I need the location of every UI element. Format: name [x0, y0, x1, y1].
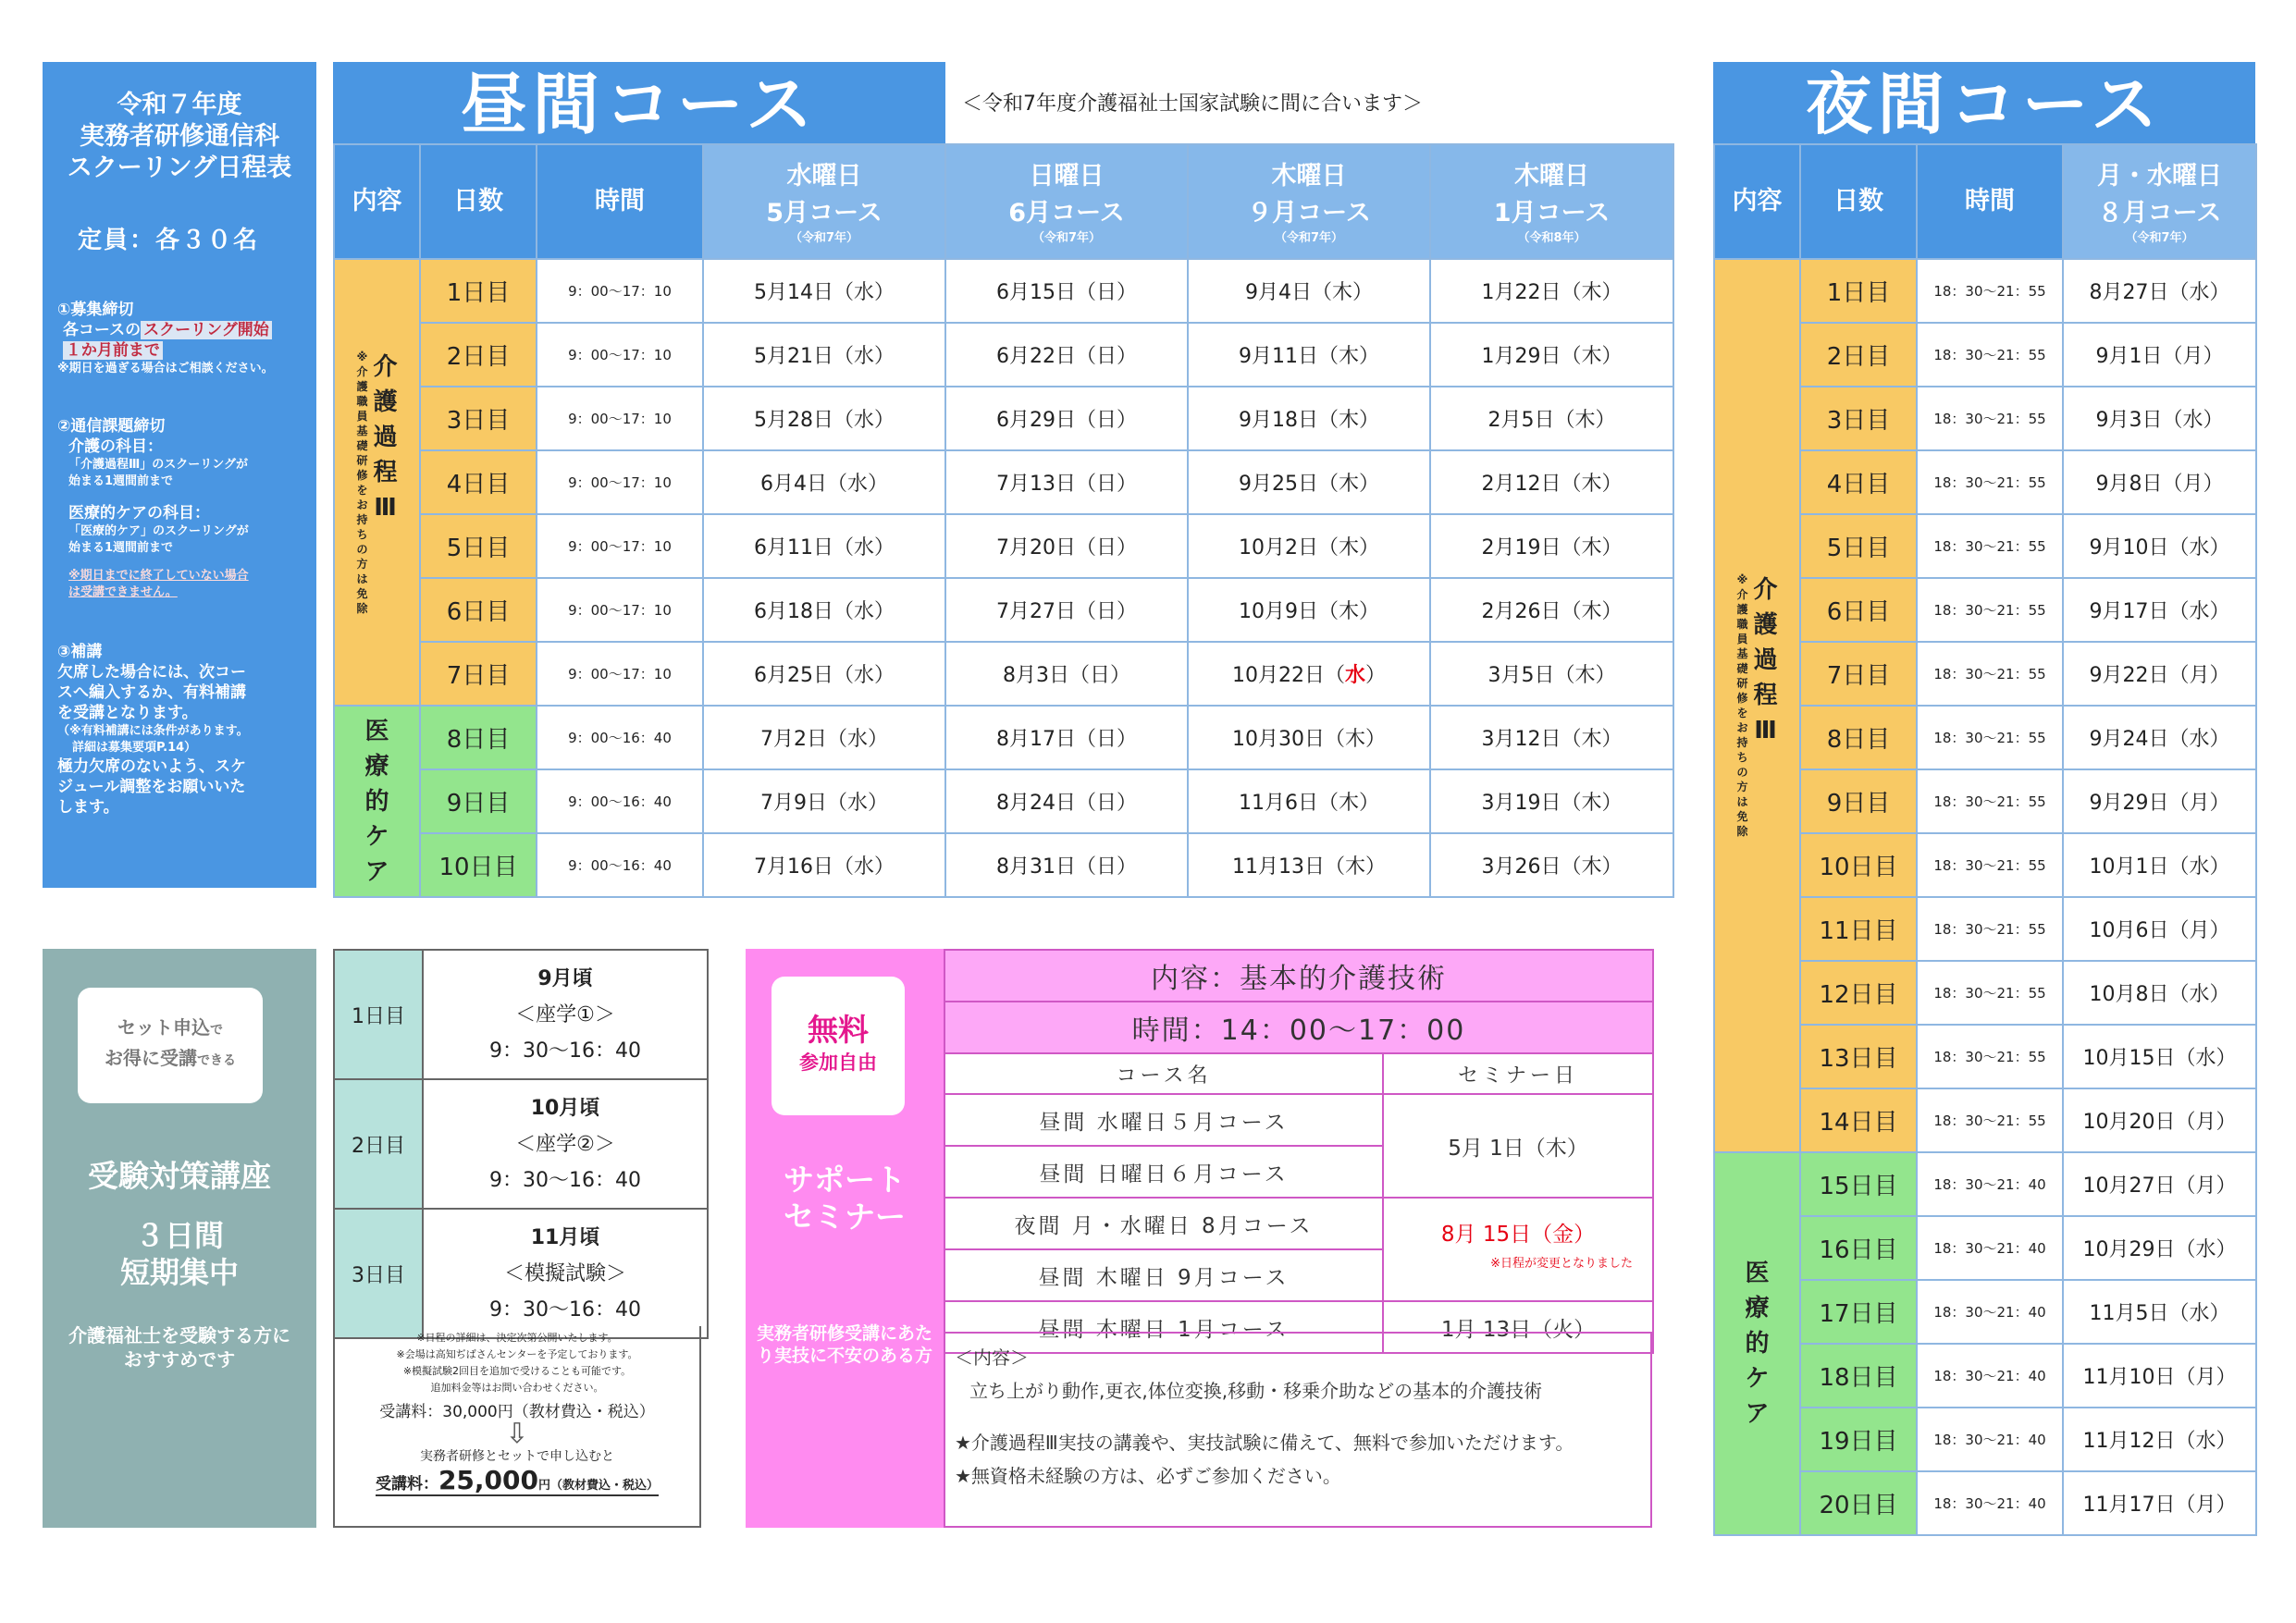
day-cell: 6日目 — [420, 578, 537, 642]
date-cell: 8月31日（日） — [945, 833, 1188, 897]
text: 「医療的ケア」のスクーリングが — [68, 524, 249, 538]
date-cell: 7月20日（日） — [945, 514, 1188, 578]
group-label: 介護過程Ⅲ — [373, 352, 398, 522]
time-cell: 18：30～21：55 — [1917, 514, 2063, 578]
text: 各コースの — [62, 321, 142, 339]
day-cell: 3日目 — [420, 387, 537, 450]
text: 10月22日（ — [1231, 664, 1345, 687]
night-course-table — [1713, 143, 2257, 1536]
what: ＜模擬試験＞ — [503, 1261, 626, 1285]
text: サポート — [784, 1162, 906, 1198]
date-cell: 2月19日（木） — [1430, 514, 1673, 578]
exam-target — [43, 1323, 316, 1371]
time-cell: 9：00～17：10 — [537, 578, 703, 642]
table-row — [334, 1079, 708, 1209]
day-cell: 10日目 — [1800, 833, 1917, 897]
course-dow: 木曜日 — [1514, 162, 1589, 191]
course-name: 昼間 日曜日６月コース — [944, 1146, 1383, 1198]
text: お得に受講 — [105, 1047, 197, 1069]
desc-line: ★無資格未経験の方は、必ずご参加ください。 — [955, 1465, 1341, 1487]
time-cell: 18：30～21：55 — [1917, 961, 2063, 1025]
day-cell: 9日目 — [1800, 769, 1917, 833]
col-nissu: 日数 — [420, 144, 537, 259]
date-cell: 8月17日（日） — [945, 706, 1188, 769]
day-cell: 19日目 — [1800, 1408, 1917, 1471]
date-cell: 7月16日（水） — [703, 833, 945, 897]
desc-line: ★介護過程Ⅲ実技の講義や、実技試験に備えて、無料で参加いただけます。 — [955, 1432, 1574, 1454]
day-cell: 17日目 — [1800, 1280, 1917, 1344]
date-cell: 2月5日（木） — [1430, 387, 1673, 450]
free-badge — [772, 977, 905, 1115]
text: 無料 — [808, 1012, 869, 1048]
table-row — [334, 259, 1673, 323]
text: 始まる1週間前まで — [68, 541, 174, 555]
day-cell: 2日目 — [420, 323, 537, 387]
what: ＜座学①＞ — [515, 1002, 615, 1027]
warning: ※期日までに終了していない場合 — [68, 569, 249, 583]
title-line: スクーリング日程表 — [67, 154, 292, 182]
date-cell: 7月27日（日） — [945, 578, 1188, 642]
session-cell — [423, 1209, 708, 1338]
section-heading: ①募集締切 — [57, 301, 134, 319]
day-label: 2日目 — [334, 1079, 423, 1209]
text: 始まる1週間前まで — [68, 474, 174, 488]
date-cell: 5月14日（水） — [703, 259, 945, 323]
time: 9：30～16：40 — [489, 1297, 641, 1322]
date-cell: 10月27日（月） — [2063, 1152, 2256, 1216]
course-name: 6月コース — [1008, 199, 1125, 227]
warning: は受講できません。 — [68, 585, 178, 599]
text: セット申込 — [117, 1016, 210, 1039]
note: ※日程の詳細は、決定次第公開いたします。 — [416, 1332, 618, 1344]
what: ＜座学②＞ — [515, 1132, 615, 1156]
seminar-date: 5月 1日（木） — [1383, 1094, 1653, 1198]
date-cell: 11月6日（木） — [1188, 769, 1430, 833]
day-cell: 2日目 — [1800, 323, 1917, 387]
exemption-note: ※介護職員基礎研修をお持ちの方は免除 — [356, 350, 368, 615]
date-cell: 9月29日（月） — [2063, 769, 2256, 833]
table-row — [334, 706, 1673, 769]
text: ３日間 — [134, 1218, 224, 1253]
course-era: （令和7年） — [1274, 231, 1344, 245]
time: 9：30～16：40 — [489, 1168, 641, 1192]
day-cell: 16日目 — [1800, 1216, 1917, 1280]
session-cell — [423, 950, 708, 1079]
course-name: 5月コース — [766, 199, 883, 227]
support-seminar-panel — [746, 949, 944, 1528]
date-cell: 10月30日（木） — [1188, 706, 1430, 769]
group-kaigo — [1714, 259, 1800, 1152]
time-cell: 9：00～17：10 — [537, 387, 703, 450]
course-name: ９月コース — [1247, 199, 1371, 227]
group-label: 医療的ケア — [1745, 1260, 1770, 1428]
set-note: 実務者研修とセットで申し込むと — [420, 1449, 614, 1464]
seminar-description — [944, 1332, 1652, 1528]
exam-days — [43, 1217, 316, 1291]
day-cell: 18日目 — [1800, 1344, 1917, 1408]
date-cell: 7月9日（水） — [703, 769, 945, 833]
time-cell: 18：30～21：55 — [1917, 259, 2063, 323]
text: できる — [197, 1053, 236, 1068]
table-row — [334, 769, 1673, 833]
text: セミナー — [784, 1199, 906, 1235]
time-cell: 9：00～17：10 — [537, 642, 703, 706]
date-cell: 2月26日（木） — [1430, 578, 1673, 642]
col-course-aug — [2063, 144, 2256, 259]
note: （※有料補講には条件があります。 — [57, 724, 249, 738]
time: 9：30～16：40 — [489, 1039, 641, 1063]
time-cell: 18：30～21：40 — [1917, 1344, 2063, 1408]
date-cell: 9月25日（木） — [1188, 450, 1430, 514]
date-cell: 11月10日（月） — [2063, 1344, 2256, 1408]
date-cell: 10月9日（木） — [1188, 578, 1430, 642]
course-era: （令和8年） — [1517, 231, 1586, 245]
info-panel — [43, 62, 316, 888]
date-cell: 5月21日（水） — [703, 323, 945, 387]
course-dow: 日曜日 — [1029, 162, 1105, 191]
course-name: 昼間 木曜日 1月コース — [944, 1301, 1383, 1353]
time-cell: 9：00～17：10 — [537, 514, 703, 578]
time-cell: 18：30～21：55 — [1917, 1025, 2063, 1088]
day-cell: 7日目 — [1800, 642, 1917, 706]
seminar-time: 時間：14：00～17：00 — [944, 1002, 1653, 1053]
date-cell: 8月3日（日） — [945, 642, 1188, 706]
table-row — [334, 450, 1673, 514]
day-label: 1日目 — [334, 950, 423, 1079]
date-cell: 9月10日（水） — [2063, 514, 2256, 578]
date-cell: 10月15日（水） — [2063, 1025, 2256, 1088]
col-jikan: 時間 — [537, 144, 703, 259]
text: 介護福祉士を受験する方に — [68, 1324, 290, 1346]
date-cell: 7月2日（水） — [703, 706, 945, 769]
exam-title: 受験対策講座 — [88, 1158, 271, 1194]
course-name: 昼間 木曜日 9月コース — [944, 1249, 1383, 1301]
day-cell: 3日目 — [1800, 387, 1917, 450]
text: を受講となります。 — [57, 704, 198, 722]
date-cell: 8月24日（日） — [945, 769, 1188, 833]
text: 医療的ケアの科目： — [68, 504, 210, 523]
seminar-table — [944, 949, 1654, 1354]
table-row — [334, 833, 1673, 897]
day-course-note: ＜令和7年度介護福祉士国家試験に間に合います＞ — [962, 92, 1423, 116]
time-cell: 18：30～21：55 — [1917, 450, 2063, 514]
date-cell: 9月24日（水） — [2063, 706, 2256, 769]
day-cell: 15日目 — [1800, 1152, 1917, 1216]
note: 追加料金等はお問い合わせください。 — [430, 1382, 604, 1394]
date-cell: 9月3日（水） — [2063, 387, 2256, 450]
text: 8月 15日（金） — [1440, 1223, 1596, 1247]
day-cell: 8日目 — [1800, 706, 1917, 769]
time-cell: 18：30～21：40 — [1917, 1471, 2063, 1535]
table-row — [334, 950, 708, 1079]
makeup-section — [57, 642, 302, 818]
note: ※模擬試験2回目を追加で受けることも可能です。 — [402, 1365, 632, 1377]
date-cell: 11月5日（水） — [2063, 1280, 2256, 1344]
text: 「介護過程Ⅲ」のスクーリングが — [68, 458, 249, 472]
time-cell: 18：30～21：55 — [1917, 1088, 2063, 1152]
text: 参加自由 — [799, 1051, 877, 1074]
date-cell: 2月12日（木） — [1430, 450, 1673, 514]
note: 詳細は募集要項P.14） — [72, 741, 197, 755]
table-row — [334, 642, 1673, 706]
highlight: スクーリング開始 — [141, 321, 272, 339]
course-dow: 木曜日 — [1271, 162, 1347, 191]
course-name: 夜間 月・水曜日 8月コース — [944, 1198, 1383, 1249]
day-cell: 8日目 — [420, 706, 537, 769]
time-cell: 9：00～16：40 — [537, 706, 703, 769]
date-cell: 10月8日（水） — [2063, 961, 2256, 1025]
time-cell: 18：30～21：40 — [1917, 1216, 2063, 1280]
change-note: ※日程が変更となりました — [1490, 1257, 1633, 1271]
date-cell: 10月2日（木） — [1188, 514, 1430, 578]
changed-weekday: 水 — [1344, 664, 1365, 687]
assignment-section — [57, 416, 302, 601]
deadline-line — [57, 320, 302, 340]
time-cell: 18：30～21：40 — [1917, 1408, 2063, 1471]
day-cell: 9日目 — [420, 769, 537, 833]
date-cell: 6月22日（日） — [945, 323, 1188, 387]
text: 短期集中 — [119, 1255, 239, 1290]
date-cell: 3月5日（木） — [1430, 642, 1673, 706]
date-cell: 6月11日（水） — [703, 514, 945, 578]
time-cell: 18：30～21：55 — [1917, 769, 2063, 833]
day-cell: 6日目 — [1800, 578, 1917, 642]
text: 円（教材費込・税込） — [538, 1479, 660, 1493]
day-cell: 13日目 — [1800, 1025, 1917, 1088]
seminar-date-changed — [1383, 1198, 1653, 1301]
text: 介護の科目： — [68, 437, 163, 456]
date-cell: 5月28日（水） — [703, 387, 945, 450]
exam-badge — [78, 988, 263, 1103]
time-cell: 18：30～21：40 — [1917, 1152, 2063, 1216]
col-course-may — [703, 144, 945, 259]
date-cell: 3月12日（木） — [1430, 706, 1673, 769]
col-course-jan — [1430, 144, 1673, 259]
time-cell: 18：30～21：55 — [1917, 323, 2063, 387]
date-cell: 9月11日（木） — [1188, 323, 1430, 387]
col-seminar-date: セミナー日 — [1383, 1053, 1653, 1094]
date-cell: 10月6日（月） — [2063, 897, 2256, 961]
date-cell: 6月15日（日） — [945, 259, 1188, 323]
table-row — [944, 1053, 1653, 1094]
note: ※会場は高知ぢばさんセンターを予定しております。 — [396, 1348, 638, 1360]
date-cell: 6月25日（水） — [703, 642, 945, 706]
table-row — [334, 387, 1673, 450]
day-cell: 10日目 — [420, 833, 537, 897]
deadline-section — [57, 300, 302, 377]
table-row — [334, 514, 1673, 578]
course-era: （令和7年） — [789, 231, 859, 245]
text: 受講料： — [375, 1475, 438, 1494]
text: 極力欠席のないよう、スケ — [57, 757, 246, 776]
group-iryo — [334, 706, 420, 897]
course-name: 昼間 水曜日５月コース — [944, 1094, 1383, 1146]
date-cell: 9月4日（木） — [1188, 259, 1430, 323]
date-cell: 10月1日（水） — [2063, 833, 2256, 897]
section-heading: ③補講 — [57, 643, 103, 661]
set-fee — [375, 1465, 660, 1496]
section-heading: ②通信課題締切 — [57, 417, 166, 436]
day-cell: 5日目 — [1800, 514, 1917, 578]
date-cell: 6月18日（水） — [703, 578, 945, 642]
support-target: 実務者研修受講にあたり実技に不安のある方 — [756, 1323, 932, 1366]
time-cell: 9：00～16：40 — [537, 769, 703, 833]
note: ※期日を過ぎる場合はご相談ください。 — [57, 362, 274, 375]
time-cell: 18：30～21：55 — [1917, 706, 2063, 769]
table-row — [944, 1002, 1653, 1053]
time-cell: 18：30～21：55 — [1917, 897, 2063, 961]
date-cell: 9月8日（月） — [2063, 450, 2256, 514]
group-label: 介護過程Ⅲ — [1753, 576, 1778, 744]
date-cell: 6月29日（日） — [945, 387, 1188, 450]
exam-schedule-table — [333, 949, 709, 1339]
day-cell: 12日目 — [1800, 961, 1917, 1025]
date-cell: 10月20日（月） — [2063, 1088, 2256, 1152]
date-cell: 11月12日（水） — [2063, 1408, 2256, 1471]
date-cell: 10月29日（水） — [2063, 1216, 2256, 1280]
day-cell: 1日目 — [1800, 259, 1917, 323]
table-row — [944, 1198, 1653, 1249]
table-header-row — [1714, 144, 2256, 259]
day-course-table — [333, 143, 1674, 898]
exam-fee-box — [333, 1326, 701, 1528]
time-cell: 9：00～17：10 — [537, 323, 703, 387]
date-cell: 9月22日（月） — [2063, 642, 2256, 706]
table-row — [334, 578, 1673, 642]
seminar-date: 1月 13日（火） — [1383, 1301, 1653, 1353]
date-cell: 1月22日（木） — [1430, 259, 1673, 323]
table-row — [944, 1094, 1653, 1146]
date-cell: 8月27日（水） — [2063, 259, 2256, 323]
text: で — [210, 1023, 223, 1038]
day-cell: 20日目 — [1800, 1471, 1917, 1535]
day-cell: 7日目 — [420, 642, 537, 706]
when: 11月頃 — [530, 1225, 600, 1249]
support-title — [746, 1162, 944, 1236]
date-cell: 1月29日（木） — [1430, 323, 1673, 387]
text: します。 — [57, 798, 119, 817]
col-naiyo: 内容 — [1714, 144, 1800, 259]
table-row — [334, 323, 1673, 387]
desc-heading: ＜内容＞ — [955, 1346, 1029, 1369]
day-label: 3日目 — [334, 1209, 423, 1338]
table-row — [1714, 259, 2256, 323]
col-course-sep — [1188, 144, 1430, 259]
date-cell: 3月26日（木） — [1430, 833, 1673, 897]
when: 9月頃 — [537, 966, 593, 990]
day-cell: 5日目 — [420, 514, 537, 578]
group-iryo — [1714, 1152, 1800, 1535]
day-cell: 4日目 — [420, 450, 537, 514]
title-line: 実務者研修通信科 — [80, 122, 279, 151]
course-name: 1月コース — [1493, 199, 1611, 227]
day-cell: 11日目 — [1800, 897, 1917, 961]
day-course-title: 昼間コース — [333, 62, 945, 145]
course-era: （令和7年） — [2125, 231, 2194, 245]
exam-prep-panel — [43, 949, 316, 1528]
time-cell: 18：30～21：55 — [1917, 387, 2063, 450]
seminar-content: 内容：基本的介護技術 — [944, 950, 1653, 1002]
text: おすすめです — [123, 1348, 236, 1371]
time-cell: 9：00～17：10 — [537, 450, 703, 514]
date-cell: 11月17日（月） — [2063, 1471, 2256, 1535]
table-row — [1714, 1152, 2256, 1216]
col-jikan: 時間 — [1917, 144, 2063, 259]
date-cell: 9月17日（水） — [2063, 578, 2256, 642]
course-name: ８月コース — [2097, 199, 2222, 227]
date-cell: 6月4日（水） — [703, 450, 945, 514]
group-label: 医療的ケア — [364, 717, 389, 886]
col-course-name: コース名 — [944, 1053, 1383, 1094]
deadline-line2 — [57, 340, 302, 361]
title-line: 令和７年度 — [117, 91, 242, 119]
table-row — [334, 1209, 708, 1338]
fee: 受講料：30,000円（教材費込・税込） — [379, 1403, 655, 1421]
day-cell: 14日目 — [1800, 1088, 1917, 1152]
day-cell: 1日目 — [420, 259, 537, 323]
date-cell — [1188, 642, 1430, 706]
when: 10月頃 — [530, 1096, 600, 1120]
highlight: １か月前まで — [63, 341, 163, 360]
schedule-title — [57, 90, 302, 184]
desc-line: 立ち上がり動作,更衣,体位変換,移動・移乗介助などの基本的介護技術 — [969, 1380, 1543, 1402]
date-cell: 9月18日（木） — [1188, 387, 1430, 450]
time-cell: 18：30～21：55 — [1917, 578, 2063, 642]
col-naiyo: 内容 — [334, 144, 420, 259]
course-era: （令和7年） — [1031, 231, 1102, 245]
text: スへ編入するか、有料補講 — [57, 683, 246, 702]
table-row — [944, 950, 1653, 1002]
exemption-note: ※介護職員基礎研修をお持ちの方は免除 — [1736, 573, 1748, 838]
text: ） — [1365, 664, 1387, 687]
group-kaigo — [334, 259, 420, 706]
time-cell: 18：30～21：55 — [1917, 642, 2063, 706]
price: 25,000 — [438, 1465, 539, 1495]
date-cell: 11月13日（木） — [1188, 833, 1430, 897]
time-cell: 18：30～21：40 — [1917, 1280, 2063, 1344]
capacity: 定員：各３０名 — [78, 227, 260, 254]
session-cell — [423, 1079, 708, 1209]
day-cell: 4日目 — [1800, 450, 1917, 514]
time-cell: 9：00～16：40 — [537, 833, 703, 897]
date-cell: 9月1日（月） — [2063, 323, 2256, 387]
down-arrow-icon: ⇩ — [505, 1418, 529, 1450]
col-course-jun — [945, 144, 1188, 259]
text: 欠席した場合には、次コー — [57, 663, 246, 682]
course-dow: 水曜日 — [786, 162, 862, 191]
text: ジュール調整をお願いいた — [57, 778, 246, 796]
col-nissu: 日数 — [1800, 144, 1917, 259]
table-header-row — [334, 144, 1673, 259]
time-cell: 9：00～17：10 — [537, 259, 703, 323]
night-course-title: 夜間コース — [1713, 62, 2255, 145]
date-cell: 3月19日（木） — [1430, 769, 1673, 833]
course-dow: 月・水曜日 — [2097, 162, 2222, 191]
time-cell: 18：30～21：55 — [1917, 833, 2063, 897]
date-cell: 7月13日（日） — [945, 450, 1188, 514]
